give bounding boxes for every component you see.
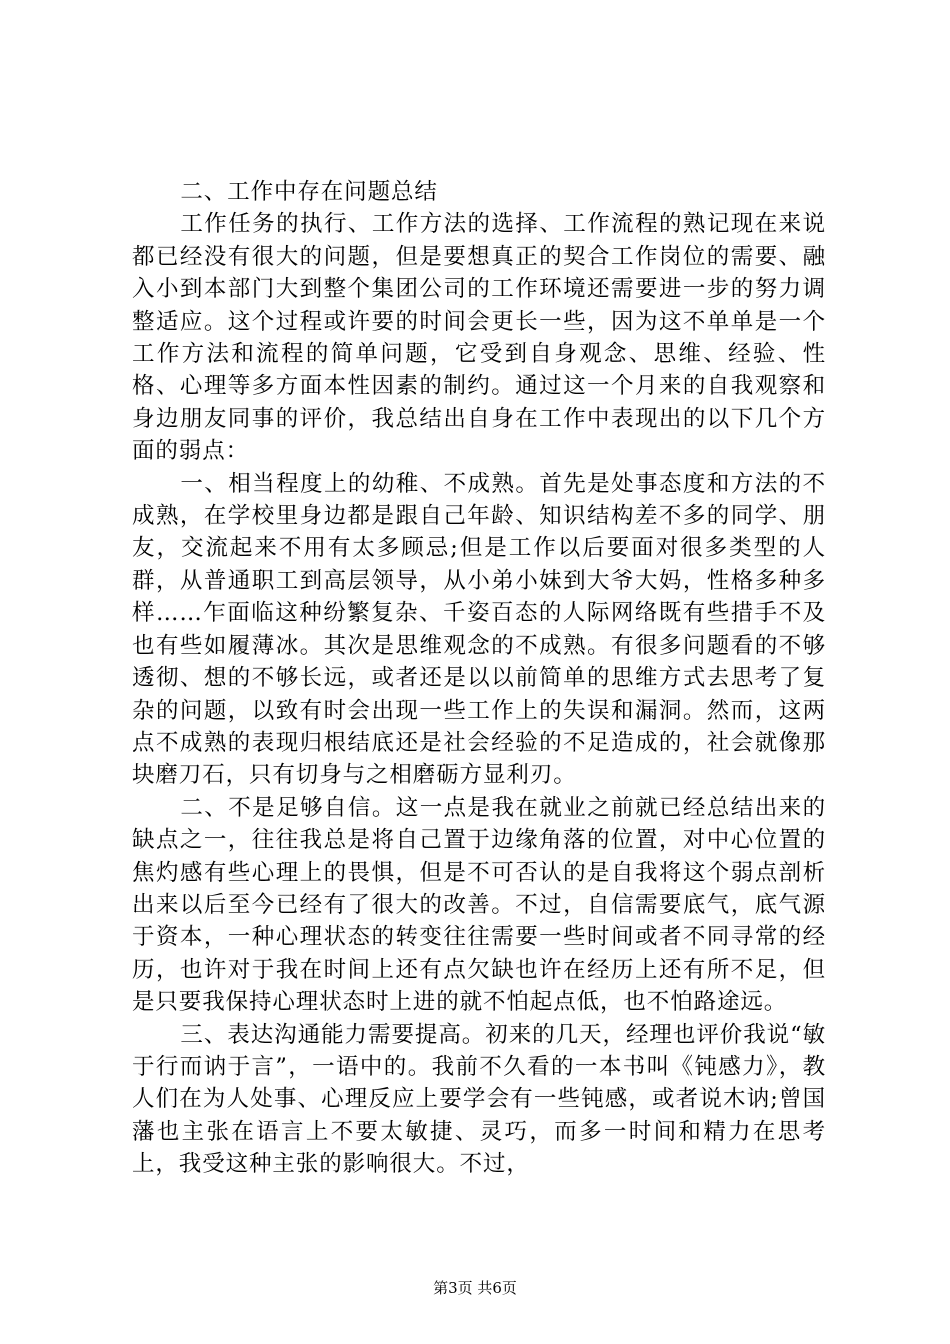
paragraph-weakness-3: 三、表达沟通能力需要提高。初来的几天，经理也评价我说“敏于行而讷于言”，一语中的。我前不久看的一本书叫《钝感力》，教人们在为人处事、心理反应上要学会有一些钝感，或者说木讷;曾国藩也主张在语言上不要太敏捷、灵巧，而多一时间和精力在思考上，我受这种主张的影响很大。不过，	[132, 1021, 826, 1178]
paragraph-intro: 工作任务的执行、工作方法的选择、工作流程的熟记现在来说都已经没有很大的问题，但是要想真正的契合工作岗位的需要、融入小到本部门大到整个集团公司的工作环境还需要进一步的努力调整适应。这个过程或许要的时间会更长一些，因为这不单单是一个工作方法和流程的简单问题，它受到自身观念、思维、经验、性格、心理等多方面本性因素的制约。通过这一个月来的自我观察和身边朋友同事的评价，我总结出自身在工作中表现出的以下几个方面的弱点：	[132, 211, 826, 465]
document-body	[132, 176, 826, 1181]
paragraph-weakness-1: 一、相当程度上的幼稚、不成熟。首先是处事态度和方法的不成熟，在学校里身边都是跟自己年龄、知识结构差不多的同学、朋友，交流起来不用有太多顾忌;但是工作以后要面对很多类型的人群，从普通职工到高层领导，从小弟小妹到大爷大妈，性格多种多样……乍面临这种纷繁复杂、千姿百态的人际网络既有些措手不及也有些如履薄冰。其次是思维观念的不成熟。有很多问题看的不够透彻、想的不够长远，或者还是以以前简单的思维方式去思考了复杂的问题，以致有时会出现一些工作上的失误和漏洞。然而，这两点不成熟的表现归根结底还是社会经验的不足造成的，社会就像那块磨刀石，只有切身与之相磨砺方显利刃。	[132, 470, 826, 789]
section-heading: 二、工作中存在问题总结	[180, 179, 438, 205]
page-number-footer: 第3页 共6页	[433, 1279, 517, 1297]
paragraph-weakness-2: 二、不是足够自信。这一点是我在就业之前就已经总结出来的缺点之一，往往我总是将自己置于边缘角落的位置，对中心位置的焦灼感有些心理上的畏惧，但是不可否认的是自我将这个弱点剖析出来以后至今已经有了很大的改善。不过，自信需要底气，底气源于资本，一种心理状态的转变往往需要一些时间或者不同寻常的经历，也许对于我在时间上还有点欠缺也许在经历上还有所不足，但是只要我保持心理状态时上进的就不怕起点低，也不怕路途远。	[132, 794, 826, 1016]
